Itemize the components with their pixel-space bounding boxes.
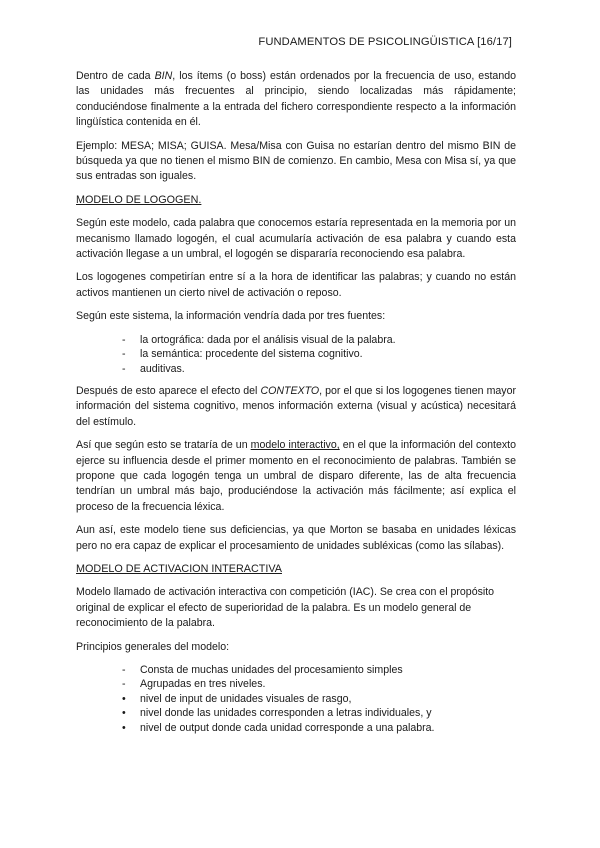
paragraph-deficiencies: Aun así, este modelo tiene sus deficiencias, ya que Morton se basaba en unidades léxicas pero no era capaz de explicar el procesamiento de unidades subléxicas (como las sílabas).	[76, 524, 516, 552]
document-body	[76, 69, 516, 743]
list-item	[122, 347, 516, 361]
sources-list	[76, 333, 516, 376]
paragraph-principles-intro: Principios generales del modelo:	[76, 640, 230, 653]
dash-marker: -	[122, 362, 126, 375]
text-span: Después de esto aparece el efecto del	[76, 384, 261, 397]
list-item	[122, 362, 516, 376]
paragraph-example: Ejemplo: MESA; MISA; GUISA. Mesa/Misa con Guisa no estarían dentro del mismo BIN de búsqueda ya que no tienen el mismo BIN de comienzo. En cambio, Mesa con Misa sí, ya que sus entradas son iguales.	[76, 139, 516, 183]
list-item-text: la semántica: procedente del sistema cognitivo.	[140, 348, 363, 361]
paragraph-iac: Modelo llamado de activación interactiva con competición (IAC). Se crea con el propósito original de explicar el efecto de superioridad de la palabra. Es un modelo general de reconocimiento de la palabra.	[76, 586, 495, 630]
paragraph-interactive-model	[76, 438, 516, 515]
text-span: Dentro de cada	[76, 70, 155, 82]
list-item-text: auditivas.	[140, 362, 185, 375]
principles-list	[76, 663, 516, 735]
list-item	[122, 677, 516, 691]
list-item-text: la ortográfica: dada por el análisis visual de la palabra.	[140, 333, 396, 346]
italic-text: CONTEXTO	[260, 384, 320, 397]
list-item	[122, 706, 516, 720]
paragraph-logogen-model: Según este modelo, cada palabra que conocemos estaría representada en la memoria por un mecanismo llamado logogén, el cual acumularía activación de esa palabra y cuando esta activación llegase a un umbral, el logogén se dispararía reconociendo esa palabra.	[76, 217, 516, 261]
dash-marker: -	[122, 348, 126, 361]
text-span: en el que la información del contexto ejerce su influencia desde el primer momento en el reconocimiento de palabras. También se propone que cada logogén tenga un umbral de disparo diferente, las de alta frecuencia tendrían un umbral más bajo, produciéndose la activación más fácilmente; así explica el proceso de la frecuencia léxica.	[76, 439, 516, 513]
paragraph-bin	[76, 69, 516, 131]
list-item-text: nivel donde las unidades corresponden a letras individuales, y	[140, 707, 432, 720]
dash-marker: -	[122, 333, 126, 346]
list-item	[122, 692, 516, 706]
bullet-marker: •	[122, 707, 126, 720]
text-span: , los ítems (o boss) están ordenados por la frecuencia de uso, estando las unidades más frecuentes al principio, siendo localizadas más rápidamente; conduciéndose finalmente a la entrada del fichero correspondiente respecto a la información lingüística contenida en él.	[76, 70, 517, 129]
list-item-text: nivel de output donde cada unidad corresponde a una palabra.	[140, 721, 435, 734]
underlined-text: modelo interactivo,	[250, 439, 340, 452]
section-heading-logogen: MODELO DE LOGOGEN.	[76, 193, 202, 206]
paragraph-logogen-competition: Los logogenes competirían entre sí a la hora de identificar las palabras; y cuando no están activos mantienen un cierto nivel de activación o reposo.	[76, 271, 516, 299]
list-item-text: Consta de muchas unidades del procesamiento simples	[140, 664, 403, 676]
paragraph-context	[76, 384, 516, 430]
list-item-text: Agrupadas en tres niveles.	[140, 678, 266, 691]
bullet-marker: •	[122, 721, 126, 734]
dash-marker: -	[122, 664, 126, 676]
section-heading-iac: MODELO DE ACTIVACION INTERACTIVA	[76, 562, 282, 575]
text-span: , por el que si los logogenes tienen mayor información del sistema cognitivo, menos información externa (visual y acústica) necesitará del estímulo.	[76, 384, 516, 428]
paragraph-sources-intro: Según este sistema, la información vendría dada por tres fuentes:	[76, 310, 386, 323]
dash-marker: -	[122, 678, 126, 691]
page-header: FUNDAMENTOS DE PSICOLINGÜISTICA [16/17]	[258, 36, 512, 48]
list-item	[122, 663, 516, 677]
list-item	[122, 721, 516, 735]
italic-text: BIN	[154, 70, 173, 82]
text-span: Así que según esto se trataría de un	[76, 439, 251, 452]
bullet-marker: •	[122, 692, 126, 705]
list-item-text: nivel de input de unidades visuales de rasgo,	[140, 692, 352, 705]
list-item	[122, 333, 516, 347]
